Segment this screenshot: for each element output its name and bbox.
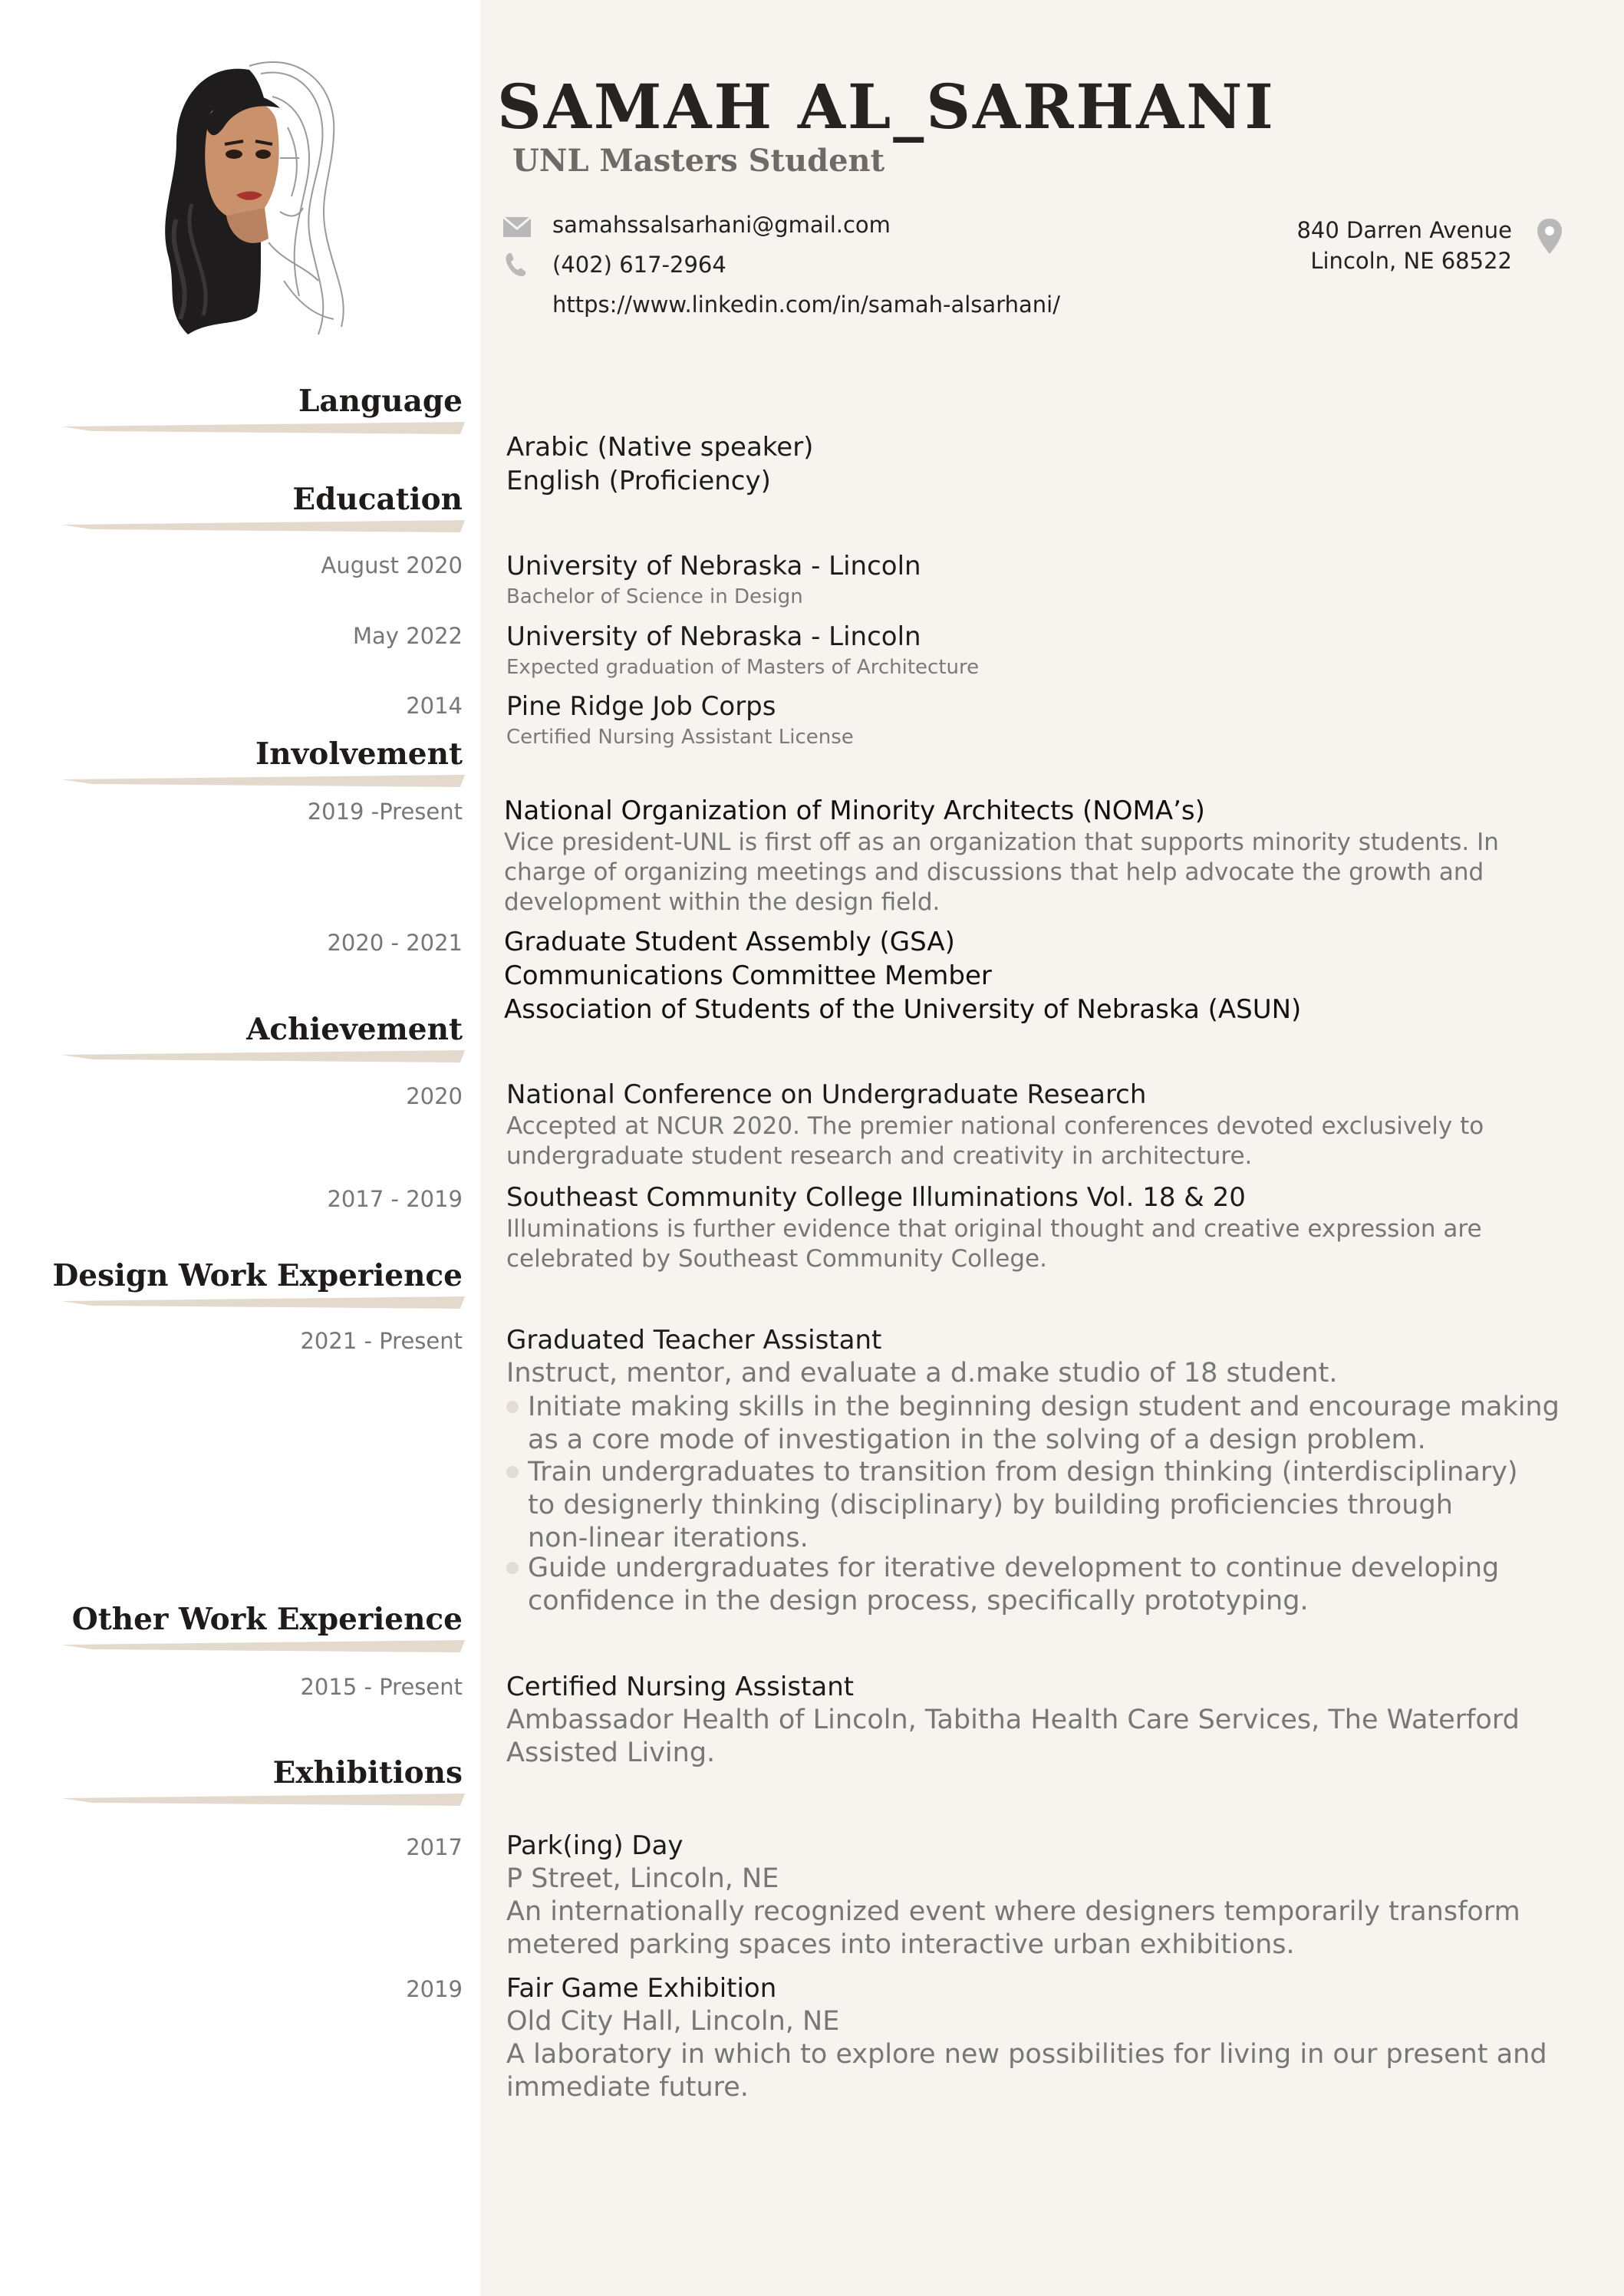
design-work-bullet <box>528 1391 1602 1457</box>
description-line: Illuminations is further evidence that original thought and creative expression are <box>506 1215 1482 1243</box>
avatar-illustration <box>134 51 364 342</box>
heading-rule <box>61 1639 465 1657</box>
involvement-title: Communications Committee Member <box>504 960 992 991</box>
envelope-icon <box>502 214 532 240</box>
description-line: P Street, Lincoln, NE <box>506 1863 779 1894</box>
exhibition-date: 2019 <box>406 1976 463 2002</box>
education-entry <box>506 549 921 611</box>
exhibition-title: Fair Game Exhibition <box>506 1973 777 2004</box>
involvement-entry <box>504 794 1570 917</box>
heading-language: Language <box>298 384 463 419</box>
education-entry <box>506 620 979 681</box>
education-detail: Bachelor of Science in Design <box>506 585 803 608</box>
bullet-dot <box>506 1562 519 1574</box>
exhibition-entry <box>506 1972 1580 2104</box>
education-date: August 2020 <box>321 552 463 578</box>
involvement-entry <box>504 925 1301 1026</box>
design-work-bullet <box>528 1552 1602 1618</box>
achievement-description <box>506 1214 1573 1274</box>
description-line: Old City Hall, Lincoln, NE <box>506 2006 840 2037</box>
description-line: An internationally recognized event where designers temporarily transform <box>506 1896 1520 1927</box>
heading-education: Education <box>292 482 463 517</box>
other-work-title: Certified Nursing Assistant <box>506 1672 855 1702</box>
bullet-dot <box>506 1466 519 1478</box>
education-entry <box>506 690 854 751</box>
involvement-title: Association of Students of the University of Nebraska (ASUN) <box>504 994 1302 1025</box>
design-work-intro: Instruct, mentor, and evaluate a d.make studio of 18 student. <box>506 1358 1338 1388</box>
education-date: 2014 <box>406 693 463 719</box>
address-line-1: 840 Darren Avenue <box>1296 217 1512 243</box>
heading-rule <box>61 773 465 792</box>
candidate-name: SAMAH AL_SARHANI <box>497 71 1276 143</box>
email-link[interactable]: samahssalsarhani@gmail.com <box>552 212 891 238</box>
achievement-date: 2017 - 2019 <box>327 1186 463 1212</box>
education-school: University of Nebraska - Lincoln <box>506 621 921 652</box>
achievement-description <box>506 1112 1573 1171</box>
bullet-line: Guide undergraduates for iterative development to continue developing <box>528 1553 1500 1583</box>
linkedin-link[interactable]: https://www.linkedin.com/in/samah-alsarhani/ <box>552 292 1060 318</box>
heading-rule <box>61 1295 465 1313</box>
involvement-title: Graduate Student Assembly (GSA) <box>504 927 955 957</box>
phone-icon <box>502 252 532 278</box>
involvement-title: National Organization of Minority Architects (NOMA’s) <box>504 796 1205 826</box>
description-line: celebrated by Southeast Community College. <box>506 1245 1047 1273</box>
candidate-subtitle: UNL Masters Student <box>512 143 885 179</box>
address-line-2: Lincoln, NE 68522 <box>1310 248 1512 274</box>
exhibition-description <box>506 2005 1580 2104</box>
design-work-title: Graduated Teacher Assistant <box>506 1325 882 1356</box>
description-line: Vice president-UNL is first off as an organization that supports minority students. In <box>504 828 1499 856</box>
bullet-line: non-linear iterations. <box>528 1523 809 1553</box>
education-school: Pine Ridge Job Corps <box>506 691 776 722</box>
heading-other-work: Other Work Experience <box>71 1602 463 1637</box>
bullet-line: Initiate making skills in the beginning design student and encourage making <box>528 1392 1560 1422</box>
heading-rule <box>61 1049 465 1067</box>
education-date: May 2022 <box>353 623 463 649</box>
exhibition-title: Park(ing) Day <box>506 1830 684 1861</box>
involvement-date: 2020 - 2021 <box>327 930 463 956</box>
bullet-line: to designerly thinking (disciplinary) by building proficiencies through <box>528 1490 1453 1520</box>
phone-number[interactable]: (402) 617-2964 <box>552 252 726 278</box>
achievement-title: Southeast Community College Illuminations Vol. 18 & 20 <box>506 1182 1246 1213</box>
language-item: Arabic (Native speaker) <box>506 432 814 463</box>
exhibition-entry <box>506 1829 1580 1962</box>
description-line: immediate future. <box>506 2072 749 2103</box>
involvement-description <box>504 828 1570 917</box>
language-list <box>506 430 813 498</box>
exhibition-date: 2017 <box>406 1834 463 1860</box>
achievement-date: 2020 <box>406 1083 463 1109</box>
education-detail: Certified Nursing Assistant License <box>506 726 854 749</box>
education-detail: Expected graduation of Masters of Architecture <box>506 656 980 679</box>
education-school: University of Nebraska - Lincoln <box>506 551 921 581</box>
bullet-dot <box>506 1401 519 1413</box>
language-item: English (Proficiency) <box>506 466 771 496</box>
heading-rule <box>61 519 465 537</box>
design-work-date: 2021 - Present <box>300 1328 463 1354</box>
achievement-entry <box>506 1078 1573 1171</box>
other-work-description <box>506 1704 1580 1770</box>
description-line: A laboratory in which to explore new possibilities for living in our present and <box>506 2039 1547 2070</box>
heading-exhibitions: Exhibitions <box>272 1755 463 1790</box>
description-line: development within the design field. <box>504 888 940 916</box>
design-work-bullet <box>528 1456 1602 1555</box>
address <box>1296 215 1512 276</box>
description-line: undergraduate student research and creativity in architecture. <box>506 1142 1253 1170</box>
bullet-line: confidence in the design process, specifically prototyping. <box>528 1586 1309 1616</box>
heading-design-work: Design Work Experience <box>52 1258 463 1293</box>
other-work-date: 2015 - Present <box>300 1674 463 1700</box>
heading-rule <box>61 1792 465 1810</box>
involvement-date: 2019 -Present <box>307 799 463 825</box>
heading-achievement: Achievement <box>246 1012 463 1047</box>
design-work-entry <box>506 1323 1580 1390</box>
description-line: Accepted at NCUR 2020. The premier national conferences devoted exclusively to <box>506 1112 1484 1140</box>
description-line: metered parking spaces into interactive urban exhibitions. <box>506 1929 1295 1960</box>
exhibition-description <box>506 1863 1580 1962</box>
other-work-entry <box>506 1670 1580 1770</box>
heading-involvement: Involvement <box>255 736 463 772</box>
map-pin-icon <box>1536 217 1563 255</box>
achievement-entry <box>506 1181 1573 1274</box>
bullet-line: as a core mode of investigation in the solving of a design problem. <box>528 1425 1426 1455</box>
achievement-title: National Conference on Undergraduate Research <box>506 1079 1147 1110</box>
heading-rule <box>61 420 465 439</box>
bullet-line: Train undergraduates to transition from design thinking (interdisciplinary) <box>528 1457 1518 1487</box>
description-line: Ambassador Health of Lincoln, Tabitha Health Care Services, The Waterford <box>506 1705 1520 1735</box>
description-line: charge of organizing meetings and discussions that help advocate the growth and <box>504 858 1484 886</box>
description-line: Assisted Living. <box>506 1738 716 1768</box>
